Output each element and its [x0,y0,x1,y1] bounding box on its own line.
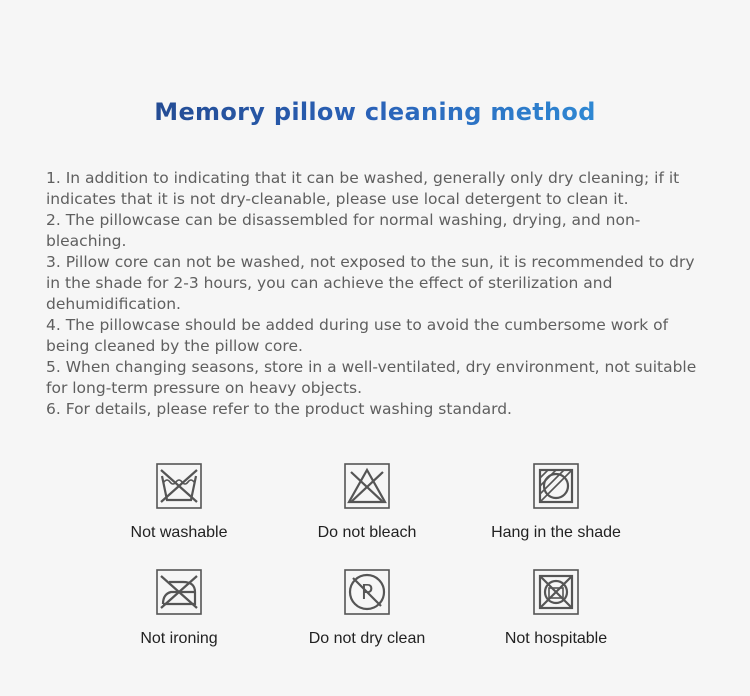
care-label: Do not bleach [317,524,417,541]
care-item-no-wash [79,462,279,542]
care-item-no-iron [79,568,279,648]
care-label: Do not dry clean [308,630,426,647]
step-item: 2. The pillowcase can be disassembled for normal washing, drying, and non-bleaching. [46,211,641,250]
care-label: Not washable [130,524,228,541]
no-bleach-icon [343,462,391,510]
care-label: Not hospitable [504,630,608,647]
care-item-no-dry-clean [267,568,467,648]
care-item-no-tumble-dry [456,568,656,648]
no-wash-icon [155,462,203,510]
step-item: 6. For details, please refer to the product washing standard. [46,400,512,418]
step-item: 5. When changing seasons, store in a well-ventilated, dry environment, not suitable for long-term pressure on heavy objects. [46,358,697,397]
no-tumble-dry-icon [532,568,580,616]
care-label: Not ironing [140,630,218,647]
no-dry-clean-icon [343,568,391,616]
step-item: 4. The pillowcase should be added during use to avoid the cumbersome work of being cleaned by the pillow core. [46,316,669,355]
no-iron-icon [155,568,203,616]
step-item: 3. Pillow core can not be washed, not exposed to the sun, it is recommended to dry in the shade for 2-3 hours, you can achieve the effect of sterilization and dehumidification. [46,253,695,313]
step-item: 1. In addition to indicating that it can be washed, generally only dry cleaning; if it indicates that it is not dry-cleanable, please use local detergent to clean it. [46,169,680,208]
page-title: Memory pillow cleaning method [0,98,750,126]
care-item-no-bleach [267,462,467,542]
care-label: Hang in the shade [491,524,621,541]
care-item-dry-in-shade [456,462,656,542]
dry-in-shade-icon [532,462,580,510]
svg-text:P: P [360,580,374,604]
